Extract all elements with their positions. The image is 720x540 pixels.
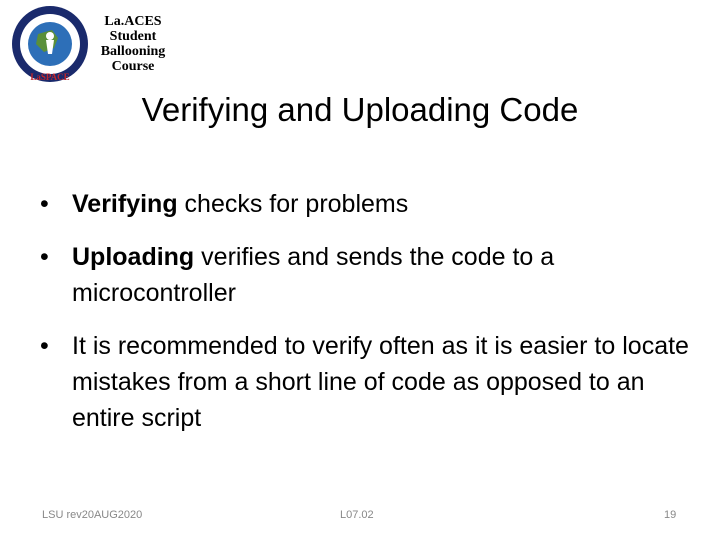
bullet-bold-term: Uploading [72, 243, 195, 271]
course-line: Course [111, 59, 155, 74]
course-line: Student [109, 29, 157, 44]
bullet-dot-icon: • [40, 332, 49, 360]
bullet-text: It is recommended to verify often as it is easier to locate mistakes from a short line of code as opposed to an entire script [72, 332, 689, 432]
course-line: La.ACES [104, 14, 162, 29]
bullet-text: verifies and sends the code to a microcontroller [72, 243, 555, 307]
footer-page-number: 19 [664, 509, 677, 521]
footer-revision: LSU rev20AUG2020 [42, 509, 143, 521]
laspace-seal-icon [8, 4, 92, 88]
bullet-dot-icon: • [40, 190, 49, 218]
bullet-bold-term: Verifying [72, 190, 178, 218]
footer-lesson-id: L07.02 [340, 509, 374, 521]
course-line: Ballooning [100, 44, 166, 59]
bullet-dot-icon: • [40, 243, 49, 271]
course-logo [8, 4, 168, 88]
bullet-item [40, 186, 690, 222]
bullet-item [40, 239, 690, 311]
bullet-text: checks for problems [177, 190, 409, 218]
course-name [96, 14, 170, 74]
bullet-item [40, 328, 690, 436]
bullet-list [40, 186, 690, 453]
slide-title: Verifying and Uploading Code [141, 91, 579, 128]
seal-brand-text: LaSPACE [30, 72, 70, 82]
